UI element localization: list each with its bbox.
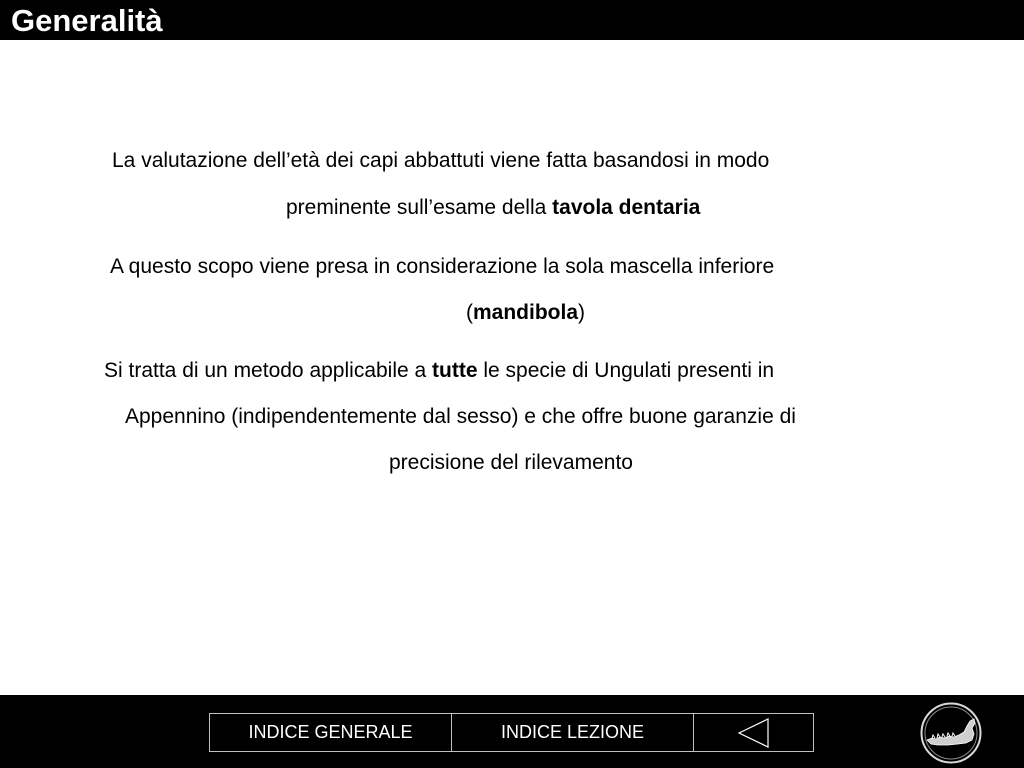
paragraph-2-line-2: [466, 300, 585, 326]
paragraph-1-line-1: [112, 148, 769, 174]
paren-open: (: [466, 301, 473, 324]
nav-indice-lezione-button[interactable]: [452, 714, 694, 751]
paragraph-1-line-2: [286, 195, 700, 221]
paren-close: ): [578, 301, 586, 324]
paragraph-3-line-2: [125, 404, 796, 430]
page-title: Generalità: [11, 3, 163, 38]
logo-badge: [920, 702, 982, 764]
nav-indice-generale-label: INDICE GENERALE: [248, 722, 413, 742]
paragraph-3-text-line3: precisione del rilevamento: [389, 451, 633, 474]
back-button[interactable]: [694, 714, 813, 751]
paragraph-3-text-cont: le specie di Ungulati presenti in: [477, 359, 775, 382]
mandible-logo-icon[interactable]: [920, 702, 982, 764]
paragraph-3-text: Si tratta di un metodo applicabile a: [104, 359, 433, 382]
term-mandibola: mandibola: [473, 301, 579, 324]
paragraph-3-text-line2: Appennino (indipendentemente dal sesso) e che offre buone garanzie di: [125, 405, 796, 428]
triangle-left-icon: [737, 717, 771, 749]
term-tavola-dentaria: tavola dentaria: [552, 196, 701, 219]
paragraph-1-text: La valutazione dell’età dei capi abbattuti viene fatta basandosi in modo: [112, 149, 770, 172]
term-tutte: tutte: [432, 359, 478, 382]
navigation-bar: [209, 713, 814, 752]
paragraph-2-line-1: [110, 254, 774, 280]
paragraph-3-line-3: [389, 450, 633, 476]
paragraph-3-line-1: [104, 358, 774, 384]
footer-bar: [0, 695, 1024, 768]
paragraph-1-text-cont: preminente sull’esame della: [286, 196, 553, 219]
nav-indice-lezione-label: INDICE LEZIONE: [500, 722, 645, 742]
paragraph-2-text: A questo scopo viene presa in considerazione la sola mascella inferiore: [110, 255, 775, 278]
title-bar: [0, 0, 1024, 40]
nav-indice-generale-button[interactable]: [210, 714, 452, 751]
